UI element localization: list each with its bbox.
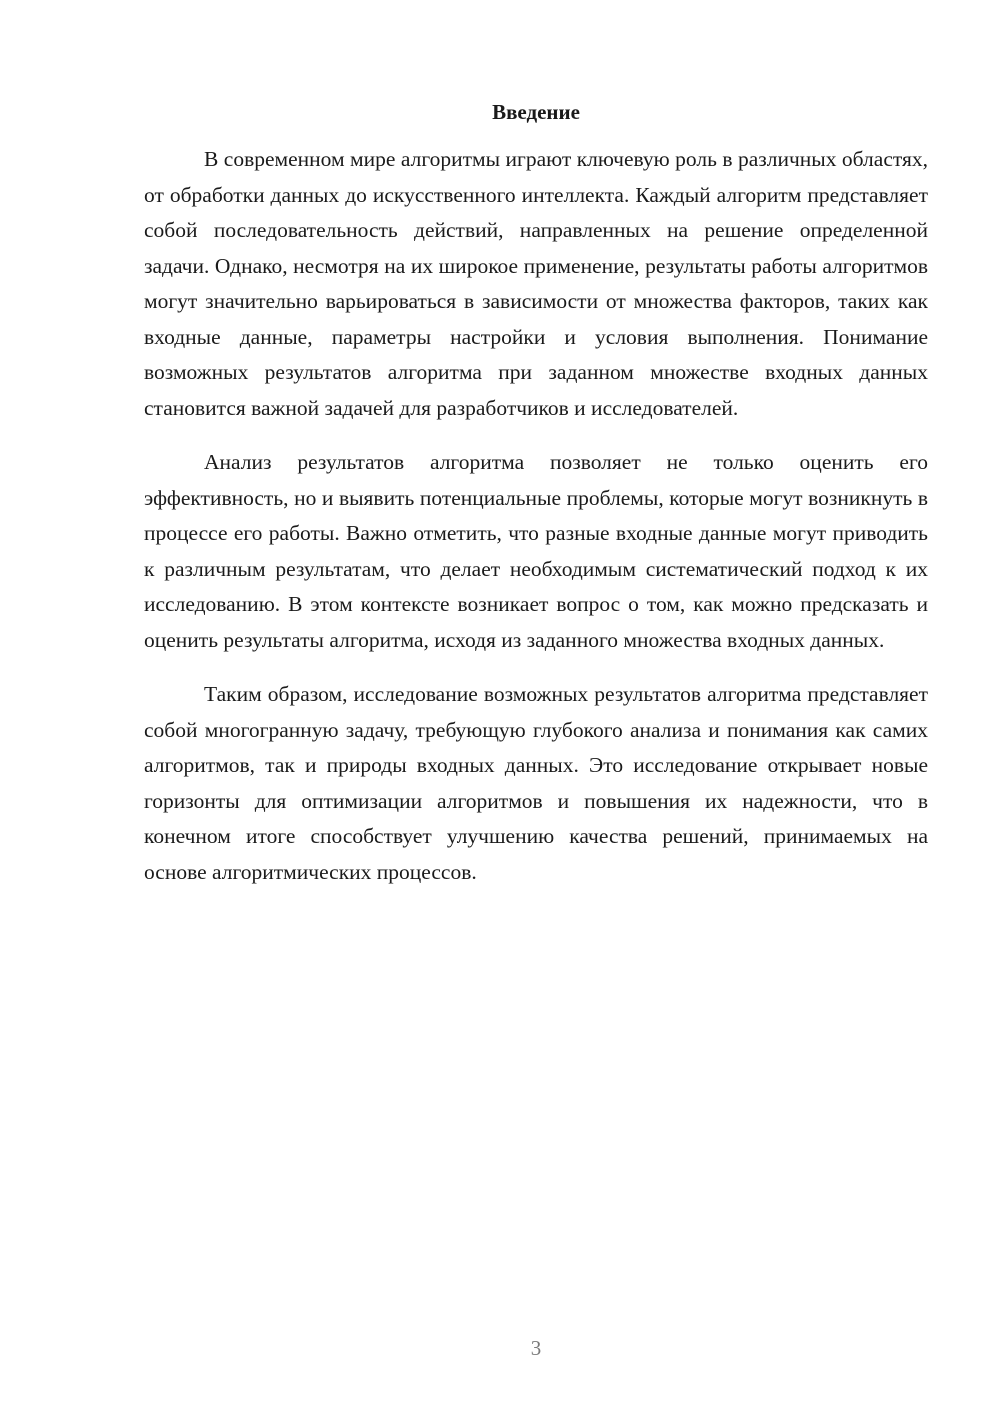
paragraph-1: В современном мире алгоритмы играют ключевую роль в различных областях, от обработки данных до искусственного интеллекта. Каждый алгоритм представляет собой последовательность действий, направленных на решение определенной задачи. Однако, несмотря на их широкое применение, результаты работы алгоритмов могут значительно варьироваться в зависимости от множества факторов, таких как входные данные, параметры настройки и условия выполнения. Понимание возможных результатов алгоритма при заданном множестве входных данных становится важной задачей для разработчиков и исследователей. — [144, 147, 928, 420]
body-text — [144, 142, 928, 909]
paragraph-2: Анализ результатов алгоритма позволяет не только оценить его эффективность, но и выявить потенциальные проблемы, которые могут возникнуть в процессе его работы. Важно отметить, что разные входные данные могут приводить к различным результатам, что делает необходимым систематический подход к их исследованию. В этом контексте возникает вопрос о том, как можно предсказать и оценить результаты алгоритма, исходя из заданного множества входных данных. — [144, 450, 928, 652]
page-number: 3 — [530, 1336, 542, 1360]
section-heading: Введение — [492, 100, 580, 124]
paragraph-3: Таким образом, исследование возможных результатов алгоритма представляет собой многогранную задачу, требующую глубокого анализа и понимания как самих алгоритмов, так и природы входных данных. Это исследование открывает новые горизонты для оптимизации алгоритмов и повышения их надежности, что в конечном итоге способствует улучшению качества решений, принимаемых на основе алгоритмических процессов. — [144, 682, 928, 884]
